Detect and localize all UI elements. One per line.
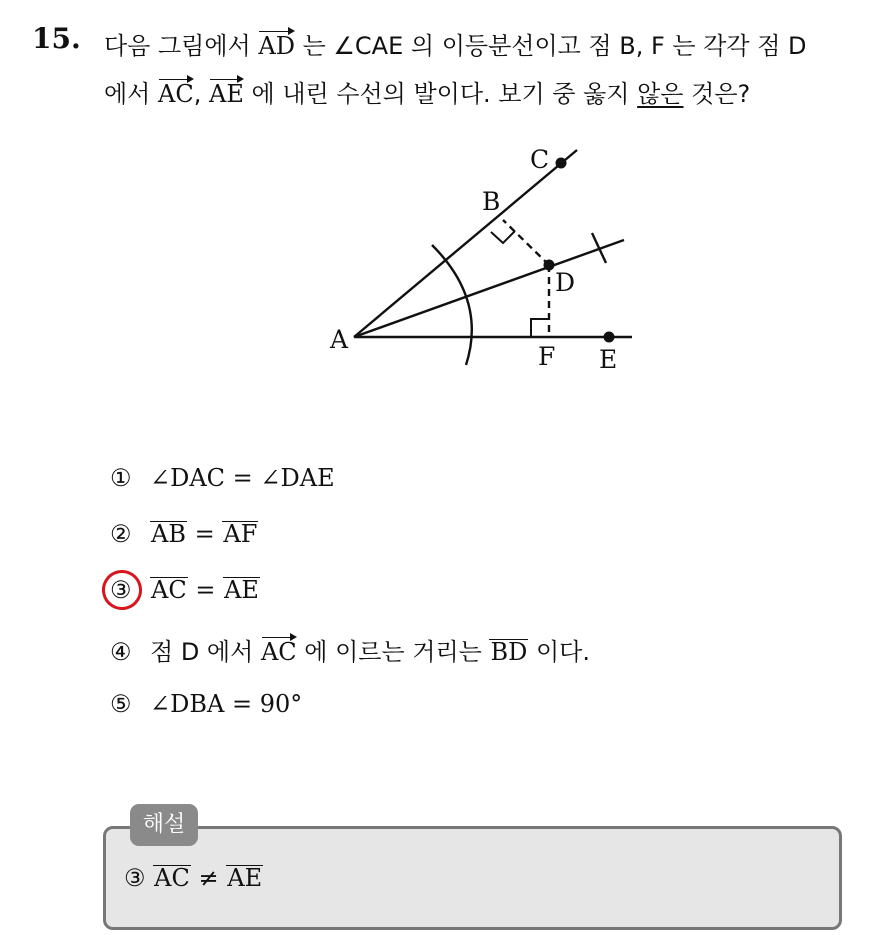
question-text: 다음 그림에서 xyxy=(104,32,251,60)
label-d: D xyxy=(555,268,576,297)
label-f: F xyxy=(538,342,556,371)
choice-number: ③ xyxy=(110,576,132,604)
perp-db xyxy=(503,220,549,265)
choice-text: 점 D 에서 xyxy=(150,638,254,666)
label-a: A xyxy=(330,325,349,354)
explanation-text xyxy=(124,864,263,892)
label-c: C xyxy=(530,145,550,174)
underlined-word: 않은 xyxy=(637,80,684,108)
comma: , xyxy=(193,80,202,108)
question-number: 15. xyxy=(32,22,81,55)
choice-number: ① xyxy=(110,464,132,492)
choice-1[interactable] xyxy=(110,464,335,492)
ray-ac: AC xyxy=(158,80,194,108)
not-equal-sign: ≠ xyxy=(198,864,219,892)
arc-mark xyxy=(432,245,472,365)
point-c xyxy=(556,158,567,169)
segment-af: AF xyxy=(223,520,258,548)
equals-sign: = xyxy=(195,576,216,604)
point-d xyxy=(544,260,555,271)
label-b: B xyxy=(482,187,501,216)
ray-ae: AE xyxy=(209,80,244,108)
choice-4[interactable] xyxy=(110,632,590,667)
choice-text: ∠DBA = 90° xyxy=(150,690,303,718)
question-text: 에 내린 수선의 발이다. 보기 중 옳지 xyxy=(251,80,630,108)
segment-ac: AC xyxy=(154,864,190,892)
choice-number: ④ xyxy=(110,638,132,666)
segment-ae: AE xyxy=(227,864,263,892)
choice-2[interactable] xyxy=(110,520,258,548)
question-text: 것은? xyxy=(691,80,751,108)
choice-number: ⑤ xyxy=(110,690,132,718)
ray-ac-line xyxy=(354,150,577,337)
label-e: E xyxy=(599,345,618,374)
segment-ae: AE xyxy=(224,576,259,604)
question-text: 는 ∠CAE 의 이등분선이고 점 B, F 는 각각 점 D xyxy=(302,32,807,60)
equals-sign: = xyxy=(194,520,215,548)
point-e xyxy=(604,332,615,343)
question-text: 에서 xyxy=(104,80,151,108)
choice-text: 에 이르는 거리는 xyxy=(304,638,482,666)
ray-ad: AD xyxy=(258,32,295,60)
right-angle-f xyxy=(531,319,549,337)
right-angle-b xyxy=(491,231,515,243)
segment-bd: BD xyxy=(490,638,528,666)
choice-number: ② xyxy=(110,520,132,548)
segment-ab: AB xyxy=(151,520,186,548)
choice-5[interactable] xyxy=(110,690,302,718)
ray-ac: AC xyxy=(260,638,297,666)
explanation-number: ③ xyxy=(124,864,146,892)
explanation-title: 해설 xyxy=(130,804,198,846)
choice-text: 이다. xyxy=(536,638,590,666)
segment-ac: AC xyxy=(151,576,187,604)
bisector-line xyxy=(354,240,624,337)
choice-text: ∠DAC = ∠DAE xyxy=(150,464,335,492)
